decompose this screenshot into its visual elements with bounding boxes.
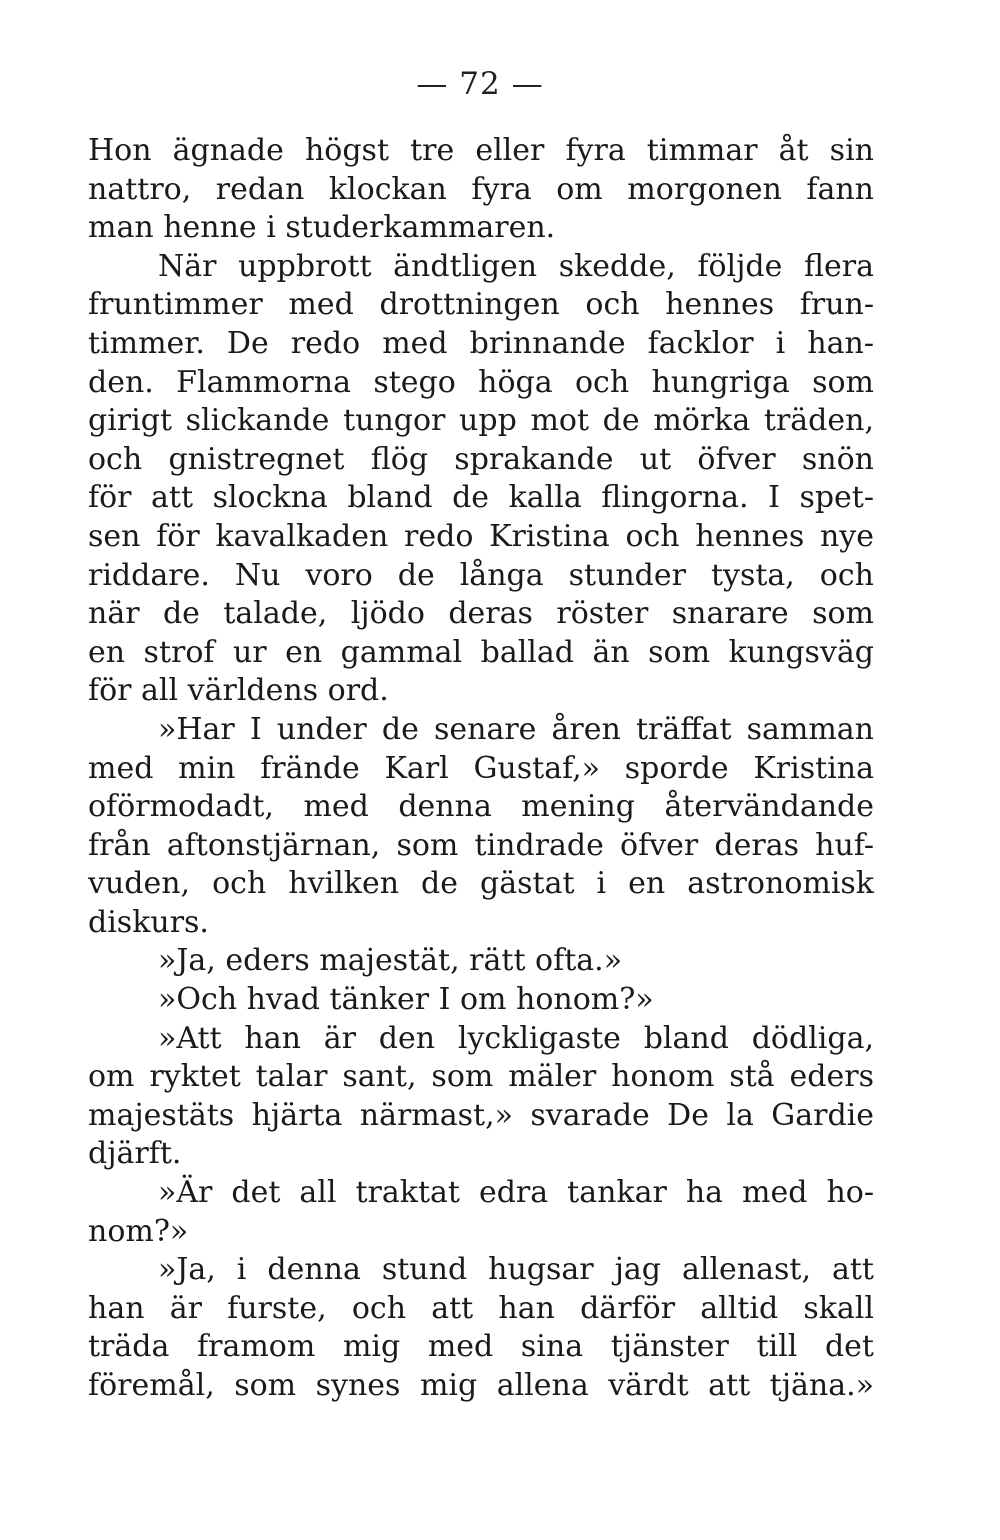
text-line: »Och hvad tänker I om honom?» bbox=[158, 982, 654, 1018]
text-line: han är furste, och att han därför alltid skall bbox=[88, 1290, 874, 1326]
text-line: diskurs. bbox=[88, 904, 209, 940]
text-line: nattro, redan klockan fyra om morgonen fann bbox=[88, 171, 874, 207]
body-text bbox=[88, 132, 874, 1406]
text-line: från aftonstjärnan, som tindrade öfver deras huf- bbox=[88, 827, 874, 863]
text-line: girigt slickande tungor upp mot de mörka träden, bbox=[88, 403, 874, 439]
text-line: vuden, och hvilken de gästat i en astronomisk bbox=[88, 866, 874, 902]
text-line: fruntimmer med drottningen och hennes frun- bbox=[88, 287, 874, 323]
text-line: en strof ur en gammal ballad än som kungsväg bbox=[88, 634, 874, 670]
text-line: »Att han är den lyckligaste bland dödliga, bbox=[158, 1020, 874, 1056]
text-line: sen för kavalkaden redo Kristina och hennes nye bbox=[88, 518, 874, 554]
text-line: med min frände Karl Gustaf,» sporde Kristina bbox=[88, 750, 874, 786]
text-line: oförmodadt, med denna mening återvändande bbox=[88, 789, 874, 825]
text-line: och gnistregnet flög sprakande ut öfver snön bbox=[88, 441, 874, 477]
text-line: föremål, som synes mig allena värdt att tjäna.» bbox=[88, 1368, 874, 1403]
page-number: — 72 — bbox=[416, 66, 544, 102]
text-line: för all världens ord. bbox=[88, 673, 389, 709]
text-line: »Ja, i denna stund hugsar jag allenast, att bbox=[158, 1252, 874, 1288]
text-line: man henne i studerkammaren. bbox=[88, 210, 556, 246]
text-line: Hon ägnade högst tre eller fyra timmar åt sin bbox=[88, 133, 874, 168]
text-line: »Ja, eders majestät, rätt ofta.» bbox=[158, 943, 623, 979]
text-line: När uppbrott ändtligen skedde, följde flera bbox=[158, 248, 874, 284]
text-line: den. Flammorna stego höga och hungriga som bbox=[88, 364, 874, 400]
text-line: timmer. De redo med brinnande facklor i han- bbox=[88, 325, 874, 361]
text-line: om ryktet talar sant, som mäler honom stå eders bbox=[88, 1059, 874, 1095]
text-line: djärft. bbox=[88, 1136, 182, 1172]
text-line: riddare. Nu voro de långa stunder tysta, och bbox=[88, 557, 874, 593]
text-line: när de talade, ljödo deras röster snarare som bbox=[88, 596, 874, 632]
text-line: majestäts hjärta närmast,» svarade De la Gardie bbox=[88, 1097, 874, 1133]
text-line: för att slockna bland de kalla flingorna. I spet- bbox=[88, 480, 874, 516]
text-line: nom?» bbox=[88, 1213, 189, 1249]
text-line: »Har I under de senare åren träffat samman bbox=[158, 711, 874, 747]
text-line: »Är det all traktat edra tankar ha med ho- bbox=[158, 1175, 874, 1211]
text-line: träda framom mig med sina tjänster till det bbox=[88, 1329, 874, 1365]
